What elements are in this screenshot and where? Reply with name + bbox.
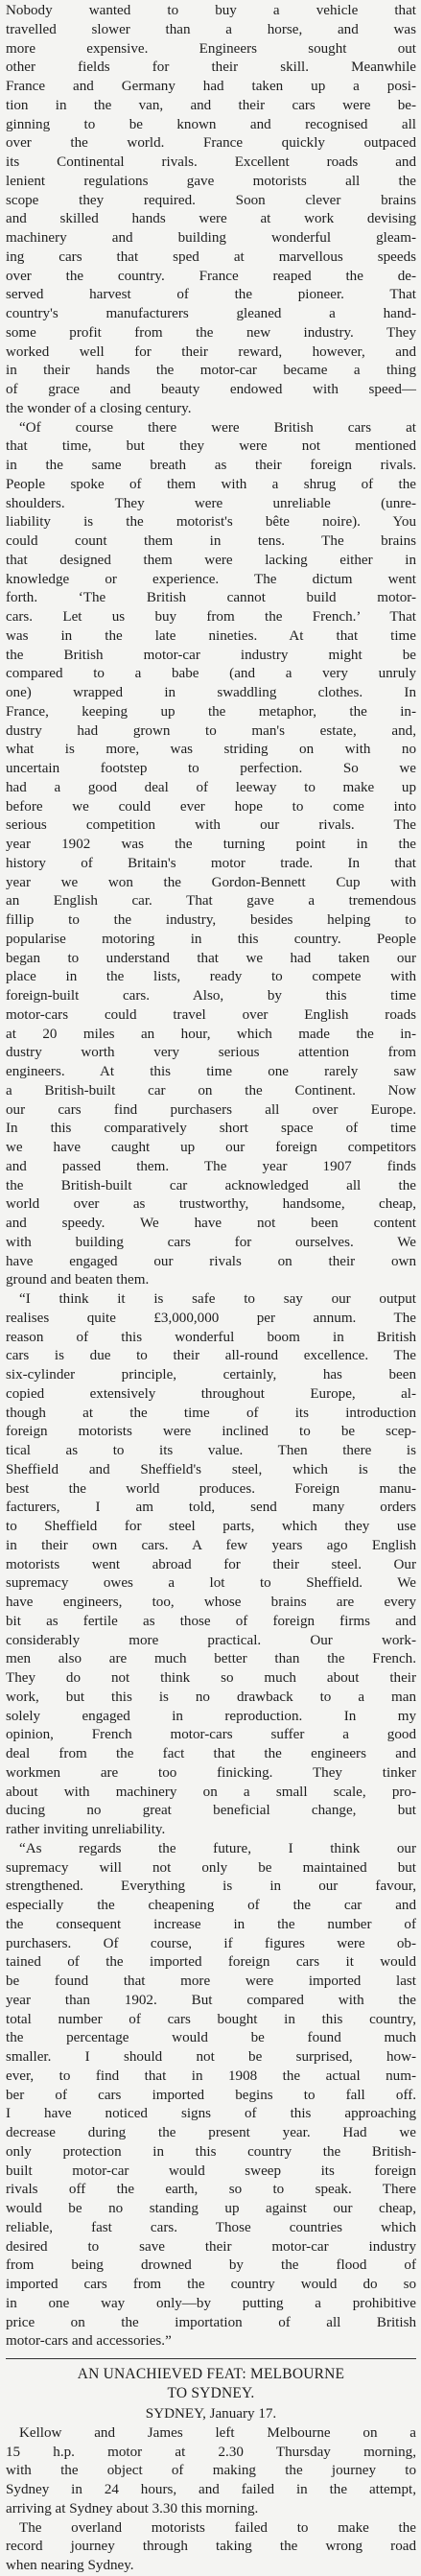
text-line: supremacy owes a lot to Sheffield. We bbox=[6, 1575, 416, 1592]
text-line: Sheffield and Sheffield's steel, which is the bbox=[6, 1461, 416, 1477]
text-line: motorists went abroad for their steel. Our bbox=[6, 1556, 416, 1572]
text-line: some profit from the new industry. They bbox=[6, 324, 416, 341]
text-line: engineers. At this time one rarely saw bbox=[6, 1064, 416, 1079]
text-line: had a good deal of leeway to make up bbox=[6, 779, 416, 795]
text-line: facturers, I am told, send many orders bbox=[6, 1500, 416, 1516]
paragraph bbox=[6, 1840, 416, 2351]
text-line: scope they required. Soon clever brains bbox=[6, 192, 416, 208]
text-line: began to understand that we had taken our bbox=[6, 950, 416, 966]
text-line: France, keeping up the metaphor, the in- bbox=[6, 703, 416, 720]
text-line: smaller. I should not be surprised, how- bbox=[6, 2049, 416, 2065]
text-line: France and Germany had taken up a posi- bbox=[6, 79, 416, 94]
text-line: the consequent increase in the number of bbox=[6, 1916, 416, 1932]
text-line: ducing no great beneficial change, but bbox=[6, 1803, 416, 1819]
text-line: was in the late nineties. At that time bbox=[6, 627, 416, 644]
text-line: history of Britain's motor trade. In that bbox=[6, 855, 416, 871]
text-line: record journey through taking the wrong road bbox=[6, 2539, 416, 2555]
paragraph bbox=[6, 2, 416, 419]
text-line: “I think it is safe to say our output bbox=[19, 1291, 416, 1307]
text-line: at 20 miles an hour, which made the in- bbox=[6, 1026, 416, 1042]
text-line: world over as trustworthy, handsome, cheap, bbox=[6, 1196, 416, 1213]
text-line: considerably more practical. Our work- bbox=[6, 1632, 416, 1648]
dateline: SYDNEY, January 17. bbox=[145, 2406, 277, 2422]
text-line: “Of course there were British cars at bbox=[19, 419, 416, 436]
text-line: with the object of making the journey to bbox=[6, 2463, 416, 2479]
text-line: the wonder of a closing century. bbox=[6, 400, 192, 416]
text-line: forth. ‘The British cannot build motor- bbox=[6, 590, 416, 606]
headline bbox=[6, 2365, 416, 2403]
text-line: one) wrapped in swaddling clothes. In bbox=[6, 685, 416, 700]
paragraph bbox=[6, 2519, 416, 2576]
text-line: would be no standing up against our cheap, bbox=[6, 2201, 416, 2216]
text-line: have engaged our rivals on their own bbox=[6, 1253, 416, 1269]
text-line: uncertain footstep to perfection. So we bbox=[6, 761, 416, 776]
text-line: “As regards the future, I think our bbox=[19, 1840, 416, 1856]
text-line: though at the time of its introduction bbox=[6, 1405, 416, 1421]
text-line: shoulders. They were unreliable (unre- bbox=[6, 495, 416, 511]
text-line: In this comparatively short space of time bbox=[6, 1121, 416, 1137]
text-line: tical as to its value. Then there is bbox=[6, 1443, 416, 1458]
text-line: They do not think so much about their bbox=[6, 1670, 416, 1686]
text-line: liability is the motorist's bête noire). You bbox=[6, 514, 416, 531]
text-line: only protection in this country the British- bbox=[6, 2143, 416, 2160]
text-line: about with machinery on a small scale, pro- bbox=[6, 1784, 416, 1800]
text-line: year 1902 was the turning point in the bbox=[6, 837, 416, 852]
text-line: reason of this wonderful boom in British bbox=[6, 1329, 416, 1345]
text-line: with building cars for ourselves. We bbox=[6, 1234, 416, 1250]
text-line: more expensive. Engineers sought out bbox=[6, 40, 416, 57]
text-line: its Continental rivals. Excellent roads and bbox=[6, 154, 416, 170]
text-line: what is more, was striding on with no bbox=[6, 742, 416, 758]
text-line: rather inviting unreliability. bbox=[6, 1822, 166, 1837]
text-line: before we could ever hope to come into bbox=[6, 798, 416, 815]
text-line: worked well for their reward, however, and bbox=[6, 343, 416, 360]
text-line: decrease during the present year. Had we bbox=[6, 2125, 416, 2140]
section-divider bbox=[6, 2358, 416, 2359]
text-line: deal from the fact that the engineers and bbox=[6, 1746, 416, 1761]
text-line: foreign motorists were inclined to be scep- bbox=[6, 1424, 416, 1440]
text-line: ever, to find that in 1908 the actual num- bbox=[6, 2068, 416, 2084]
text-line: compared to a babe (and a very unruly bbox=[6, 666, 416, 682]
text-line: People spoke of them with a shrug of the bbox=[6, 476, 416, 492]
text-line: travelled slower than a horse, and was bbox=[6, 21, 416, 37]
text-line: that designed them were lacking either in bbox=[6, 552, 416, 568]
text-line: work, but this is no drawback to a man bbox=[6, 1689, 416, 1705]
text-line: purchasers. Of course, if figures were ob- bbox=[6, 1935, 416, 1951]
text-line: the British-built car acknowledged all the bbox=[6, 1177, 416, 1193]
text-line: six-cylinder principle, certainly, has been bbox=[6, 1367, 416, 1383]
text-line: motor-cars could travel over English roads bbox=[6, 1006, 416, 1023]
news-item bbox=[6, 2365, 416, 2576]
headline-line-1: AN UNACHIEVED FEAT: MELBOURNE bbox=[77, 2366, 345, 2382]
paragraph bbox=[6, 1290, 416, 1840]
text-line: men also are much better than the French. bbox=[6, 1651, 416, 1667]
text-line: desired to save their motor-car industry bbox=[6, 2238, 416, 2255]
text-line: dustry worth very serious attention from bbox=[6, 1045, 416, 1061]
headline-line-2: TO SYDNEY. bbox=[167, 2385, 255, 2401]
text-line: be found that more were imported last bbox=[6, 1973, 416, 1989]
text-line: arriving at Sydney about 3.30 this morning. bbox=[6, 2500, 259, 2517]
text-line: realises quite £3,000,000 per annum. The bbox=[6, 1310, 416, 1326]
text-line: and speedy. We have not been content bbox=[6, 1216, 416, 1231]
text-line: dustry had grown to man's estate, and, bbox=[6, 722, 416, 739]
text-line: year we won the Gordon-Bennett Cup with bbox=[6, 874, 416, 890]
text-line: total number of cars bought in this country, bbox=[6, 2011, 416, 2027]
text-line: ber of cars imported begins to fall off. bbox=[6, 2087, 416, 2103]
text-line: 15 h.p. motor at 2.30 Thursday morning, bbox=[6, 2444, 416, 2460]
text-line: over the world. France quickly outpaced bbox=[6, 135, 416, 152]
text-line: popularise motoring in this country. People bbox=[6, 931, 416, 947]
text-line: and passed them. The year 1907 finds bbox=[6, 1158, 416, 1174]
text-line: country's manufacturers gleaned a hand- bbox=[6, 306, 416, 321]
text-line: The overland motorists failed to make the bbox=[19, 2519, 416, 2536]
text-line: Kellow and James left Melbourne on a bbox=[19, 2424, 416, 2441]
text-line: bit as fertile as those of foreign firms and bbox=[6, 1613, 416, 1629]
text-line: other fields for their skill. Meanwhile bbox=[6, 59, 416, 76]
text-line: and skilled hands were at work devising bbox=[6, 211, 416, 227]
text-line: foreign-built cars. Also, by this time bbox=[6, 988, 416, 1004]
text-line: a British-built car on the Continent. Now bbox=[6, 1082, 416, 1099]
text-line: to Sheffield for steel parts, which they use bbox=[6, 1519, 416, 1534]
text-line: in their hands the motor-car became a thing bbox=[6, 363, 416, 379]
text-line: workmen are too finicking. They tinker bbox=[6, 1764, 416, 1781]
text-line: tained of the imported foreign cars it would bbox=[6, 1954, 416, 1971]
text-line: motor-cars and accessories.” bbox=[6, 2333, 172, 2350]
paragraph bbox=[6, 2424, 416, 2519]
text-line: best the world produces. Foreign manu- bbox=[6, 1480, 416, 1497]
text-line: cars is due to their all-round excellence. The bbox=[6, 1348, 416, 1364]
text-line: that time, but they were not mentioned bbox=[6, 438, 416, 455]
text-line: ground and beaten them. bbox=[6, 1272, 150, 1288]
text-line: solely engaged in reproduction. In my bbox=[6, 1708, 416, 1724]
text-line: served harvest of the pioneer. That bbox=[6, 287, 416, 303]
motor-trade-article bbox=[6, 2, 416, 2351]
text-line: ginning to be known and recognised all bbox=[6, 116, 416, 132]
text-line: the British motor-car industry might be bbox=[6, 647, 416, 663]
text-line: price on the importation of all British bbox=[6, 2314, 416, 2330]
text-line: ing cars that sped at marvellous speeds bbox=[6, 248, 416, 265]
text-line: opinion, French motor-cars suffer a good bbox=[6, 1727, 416, 1743]
text-line: strengthened. Everything is in our favour, bbox=[6, 1879, 416, 1895]
paragraph bbox=[6, 419, 416, 1291]
text-line: imported cars from the country would do so bbox=[6, 2277, 416, 2292]
text-line: could count them in tens. The brains bbox=[6, 533, 416, 549]
text-line: an English car. That gave a tremendous bbox=[6, 893, 416, 910]
text-line: rivals off the earth, so to speak. There bbox=[6, 2182, 416, 2198]
news-body bbox=[6, 2424, 416, 2576]
text-line: especially the cheapening of the car and bbox=[6, 1898, 416, 1913]
text-line: I have noticed signs of this approaching bbox=[6, 2106, 416, 2122]
text-line: place in the lists, ready to compete with bbox=[6, 969, 416, 985]
text-line: serious competition with our rivals. The bbox=[6, 817, 416, 834]
text-line: Nobody wanted to buy a vehicle that bbox=[6, 3, 416, 18]
text-line: the percentage would be found much bbox=[6, 2030, 416, 2046]
text-line: year than 1902. But compared with the bbox=[6, 1992, 416, 2008]
text-line: built motor-car would sweep its foreign bbox=[6, 2162, 416, 2179]
text-line: cars. Let us buy from the French.’ That bbox=[6, 609, 416, 625]
text-line: over the country. France reaped the de- bbox=[6, 268, 416, 284]
text-line: supremacy will not only be maintained but bbox=[6, 1859, 416, 1876]
text-line: Sydney in 24 hours, and failed in the attempt, bbox=[6, 2482, 416, 2497]
text-line: when nearing Sydney. bbox=[6, 2558, 134, 2573]
text-line: in one way only—by putting a prohibitive bbox=[6, 2295, 416, 2311]
text-line: reliable, fast cars. Those countries which bbox=[6, 2219, 416, 2235]
text-line: in their own cars. A few years ago English bbox=[6, 1537, 416, 1553]
text-line: we have caught up our foreign competitors bbox=[6, 1140, 416, 1155]
text-line: in the same breath as their foreign rivals. bbox=[6, 458, 416, 473]
text-line: tion in the van, and their cars were be- bbox=[6, 97, 416, 113]
text-line: fillip to the industry, besides helping to bbox=[6, 912, 416, 928]
text-line: copied extensively throughout Europe, al- bbox=[6, 1385, 416, 1402]
text-line: machinery and building wonderful gleam- bbox=[6, 230, 416, 246]
text-line: knowledge or experience. The dictum went bbox=[6, 571, 416, 587]
text-line: lenient regulations gave motorists all the bbox=[6, 173, 416, 189]
text-line: of grace and beauty endowed with speed— bbox=[6, 382, 416, 397]
text-line: our cars find purchasers all over Europe. bbox=[6, 1101, 416, 1118]
text-line: have engineers, too, whose brains are every bbox=[6, 1595, 416, 1610]
text-line: from being drowned by the flood of bbox=[6, 2257, 416, 2274]
